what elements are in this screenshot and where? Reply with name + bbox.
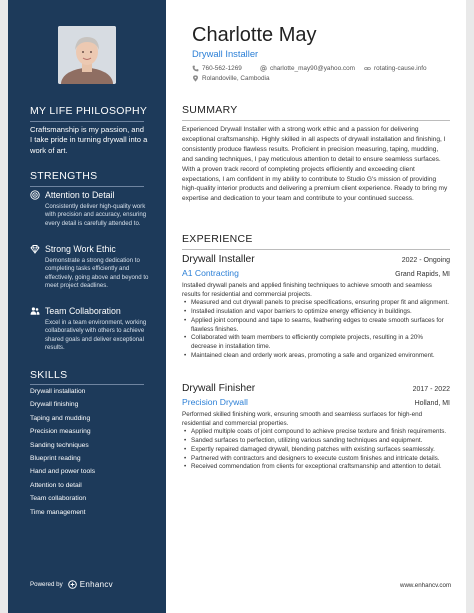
job-bullet: • Installed insulation and vapor barriers to optimize energy efficiency in buildings. (182, 308, 450, 317)
summary-heading: SUMMARY (182, 104, 238, 116)
experience-heading: EXPERIENCE (182, 233, 253, 245)
job-bullet: • Expertly repaired damaged drywall, blending patches with existing surfaces seamlessly. (182, 446, 450, 455)
job-entry (182, 383, 450, 472)
skill-item: Precision measuring (30, 428, 91, 436)
location-text: Rolandoville, Cambodia (202, 75, 270, 82)
job-bullet: • Collaborated with team members to efficiently complete projects, resulting in a 20% decrease in installation time. (182, 334, 450, 351)
job-company: Precision Drywall (182, 397, 248, 407)
powered-by (30, 580, 113, 589)
enhancv-logo-icon (68, 580, 77, 589)
job-bullets (182, 428, 450, 472)
phone-icon (192, 65, 199, 72)
summary-divider (182, 120, 450, 121)
skill-item: Taping and mudding (30, 414, 91, 422)
link-icon (364, 65, 371, 72)
candidate-role: Drywall Installer (192, 48, 259, 59)
strength-item (30, 244, 152, 290)
skills-heading: SKILLS (30, 369, 68, 381)
skill-item: Drywall finishing (30, 401, 79, 409)
experience-divider (182, 249, 450, 250)
job-bullet: • Measured and cut drywall panels to precise specifications, ensuring proper fit and alignment. (182, 299, 450, 308)
skill-item: Team collaboration (30, 495, 87, 503)
skill-item: Drywall installation (30, 388, 86, 395)
enhancv-logo-text: Enhancv (79, 580, 113, 589)
job-title: Drywall Installer (182, 254, 255, 265)
strength-title: Team Collaboration (45, 306, 121, 316)
job-bullet: • Partnered with contractors and designers to execute custom finishes and intricate details. (182, 455, 450, 464)
job-title: Drywall Finisher (182, 383, 256, 394)
strength-description: Excel in a team environment, working collaboratively with others to achieve shared goals and deliver exceptional results. (45, 319, 147, 351)
job-bullets (182, 299, 450, 360)
strength-description: Demonstrate a strong dedication to completing tasks efficiently and effectively, going above and beyond to meet project deadlines. (45, 257, 149, 289)
job-entry (182, 254, 450, 360)
job-bullet: • Received commendation from clients for exceptional craftsmanship and attention to detail. (182, 463, 450, 472)
enhancv-logo[interactable] (68, 580, 113, 589)
footer-url[interactable]: www.enhancv.com (400, 582, 452, 589)
contact-location (192, 75, 270, 82)
skill-item: Time management (30, 508, 86, 516)
job-dates: 2017 - 2022 (412, 386, 450, 393)
strength-item (30, 306, 152, 352)
diamond-icon (30, 244, 40, 254)
skill-item: Hand and power tools (30, 468, 96, 476)
job-bullet: • Sanded surfaces to perfection, utilizing various sanding techniques and equipment. (182, 437, 450, 446)
phone-text: 760-562-1269 (202, 65, 242, 72)
job-bullet: • Applied multiple coats of joint compound to achieve precise texture and finish requirements. (182, 428, 450, 437)
strength-title: Strong Work Ethic (45, 244, 116, 254)
strengths-divider (30, 186, 144, 187)
summary-text: Experienced Drywall Installer with a strong work ethic and a passion for delivering exceptional craftsmanship. Highly skilled in all aspects of drywall installation and finishing, I consistently produce flawless results. Proficient in precision measuring, taping, mudding, and sanding techniques, I pay meticulous attention to detail to ensure seamless surfaces. With a proven track record of completing projects efficiently and exceeding client expectations, I am confident in my ability to contribute to Studio G's mission of providing high-quality interior products and delivering a premium client experience. Ready to bring my expertise and dedication to your team and contribute to your continued success. (182, 126, 448, 203)
strength-description: Consistently deliver high-quality work with precision and accuracy, ensuring every detail is carefully attended to. (45, 203, 147, 227)
candidate-name: Charlotte May (192, 24, 317, 46)
job-description: Installed drywall panels and applied finishing techniques to achieve smooth and seamless results for residential and commercial projects. (182, 282, 432, 298)
job-bullet: • Applied joint compound and tape to seams, feathering edges to create smooth surfaces for flawless finishes. (182, 317, 450, 334)
at-icon (260, 65, 267, 72)
profile-photo (58, 26, 116, 84)
main-content (182, 0, 452, 613)
job-dates: 2022 - Ongoing (401, 257, 450, 264)
job-company: A1 Contracting (182, 268, 239, 278)
target-icon (30, 190, 40, 200)
skill-item: Sanding techniques (30, 441, 89, 449)
skill-item: Blueprint reading (30, 454, 81, 462)
sidebar (8, 0, 166, 613)
skill-item: Attention to detail (30, 481, 82, 489)
location-pin-icon (192, 75, 199, 82)
skills-list (30, 385, 154, 519)
strength-title: Attention to Detail (45, 190, 115, 200)
strength-item (30, 190, 152, 228)
job-bullet: • Maintained clean and orderly work areas, promoting a safe and organized environment. (182, 352, 450, 361)
website-text: rotating-cause.info (374, 65, 427, 72)
email-text: charlotte_may90@yahoo.com (270, 65, 355, 72)
job-description: Performed skilled finishing work, ensuring smooth and seamless surfaces for high-end residential and commercial properties. (182, 411, 423, 427)
job-location: Grand Rapids, MI (395, 271, 450, 278)
contact-website[interactable] (364, 65, 427, 72)
resume-page (8, 0, 466, 613)
strengths-heading: STRENGTHS (30, 170, 98, 182)
philosophy-heading: MY LIFE PHILOSOPHY (30, 105, 148, 117)
team-icon (30, 306, 40, 316)
contact-phone (192, 65, 242, 72)
philosophy-divider (30, 121, 144, 122)
contact-email[interactable] (260, 65, 355, 72)
philosophy-text: Craftsmanship is my passion, and I take pride in turning drywall into a work of art. (30, 125, 148, 155)
job-location: Holland, MI (414, 400, 450, 407)
powered-by-label: Powered by (30, 581, 63, 588)
